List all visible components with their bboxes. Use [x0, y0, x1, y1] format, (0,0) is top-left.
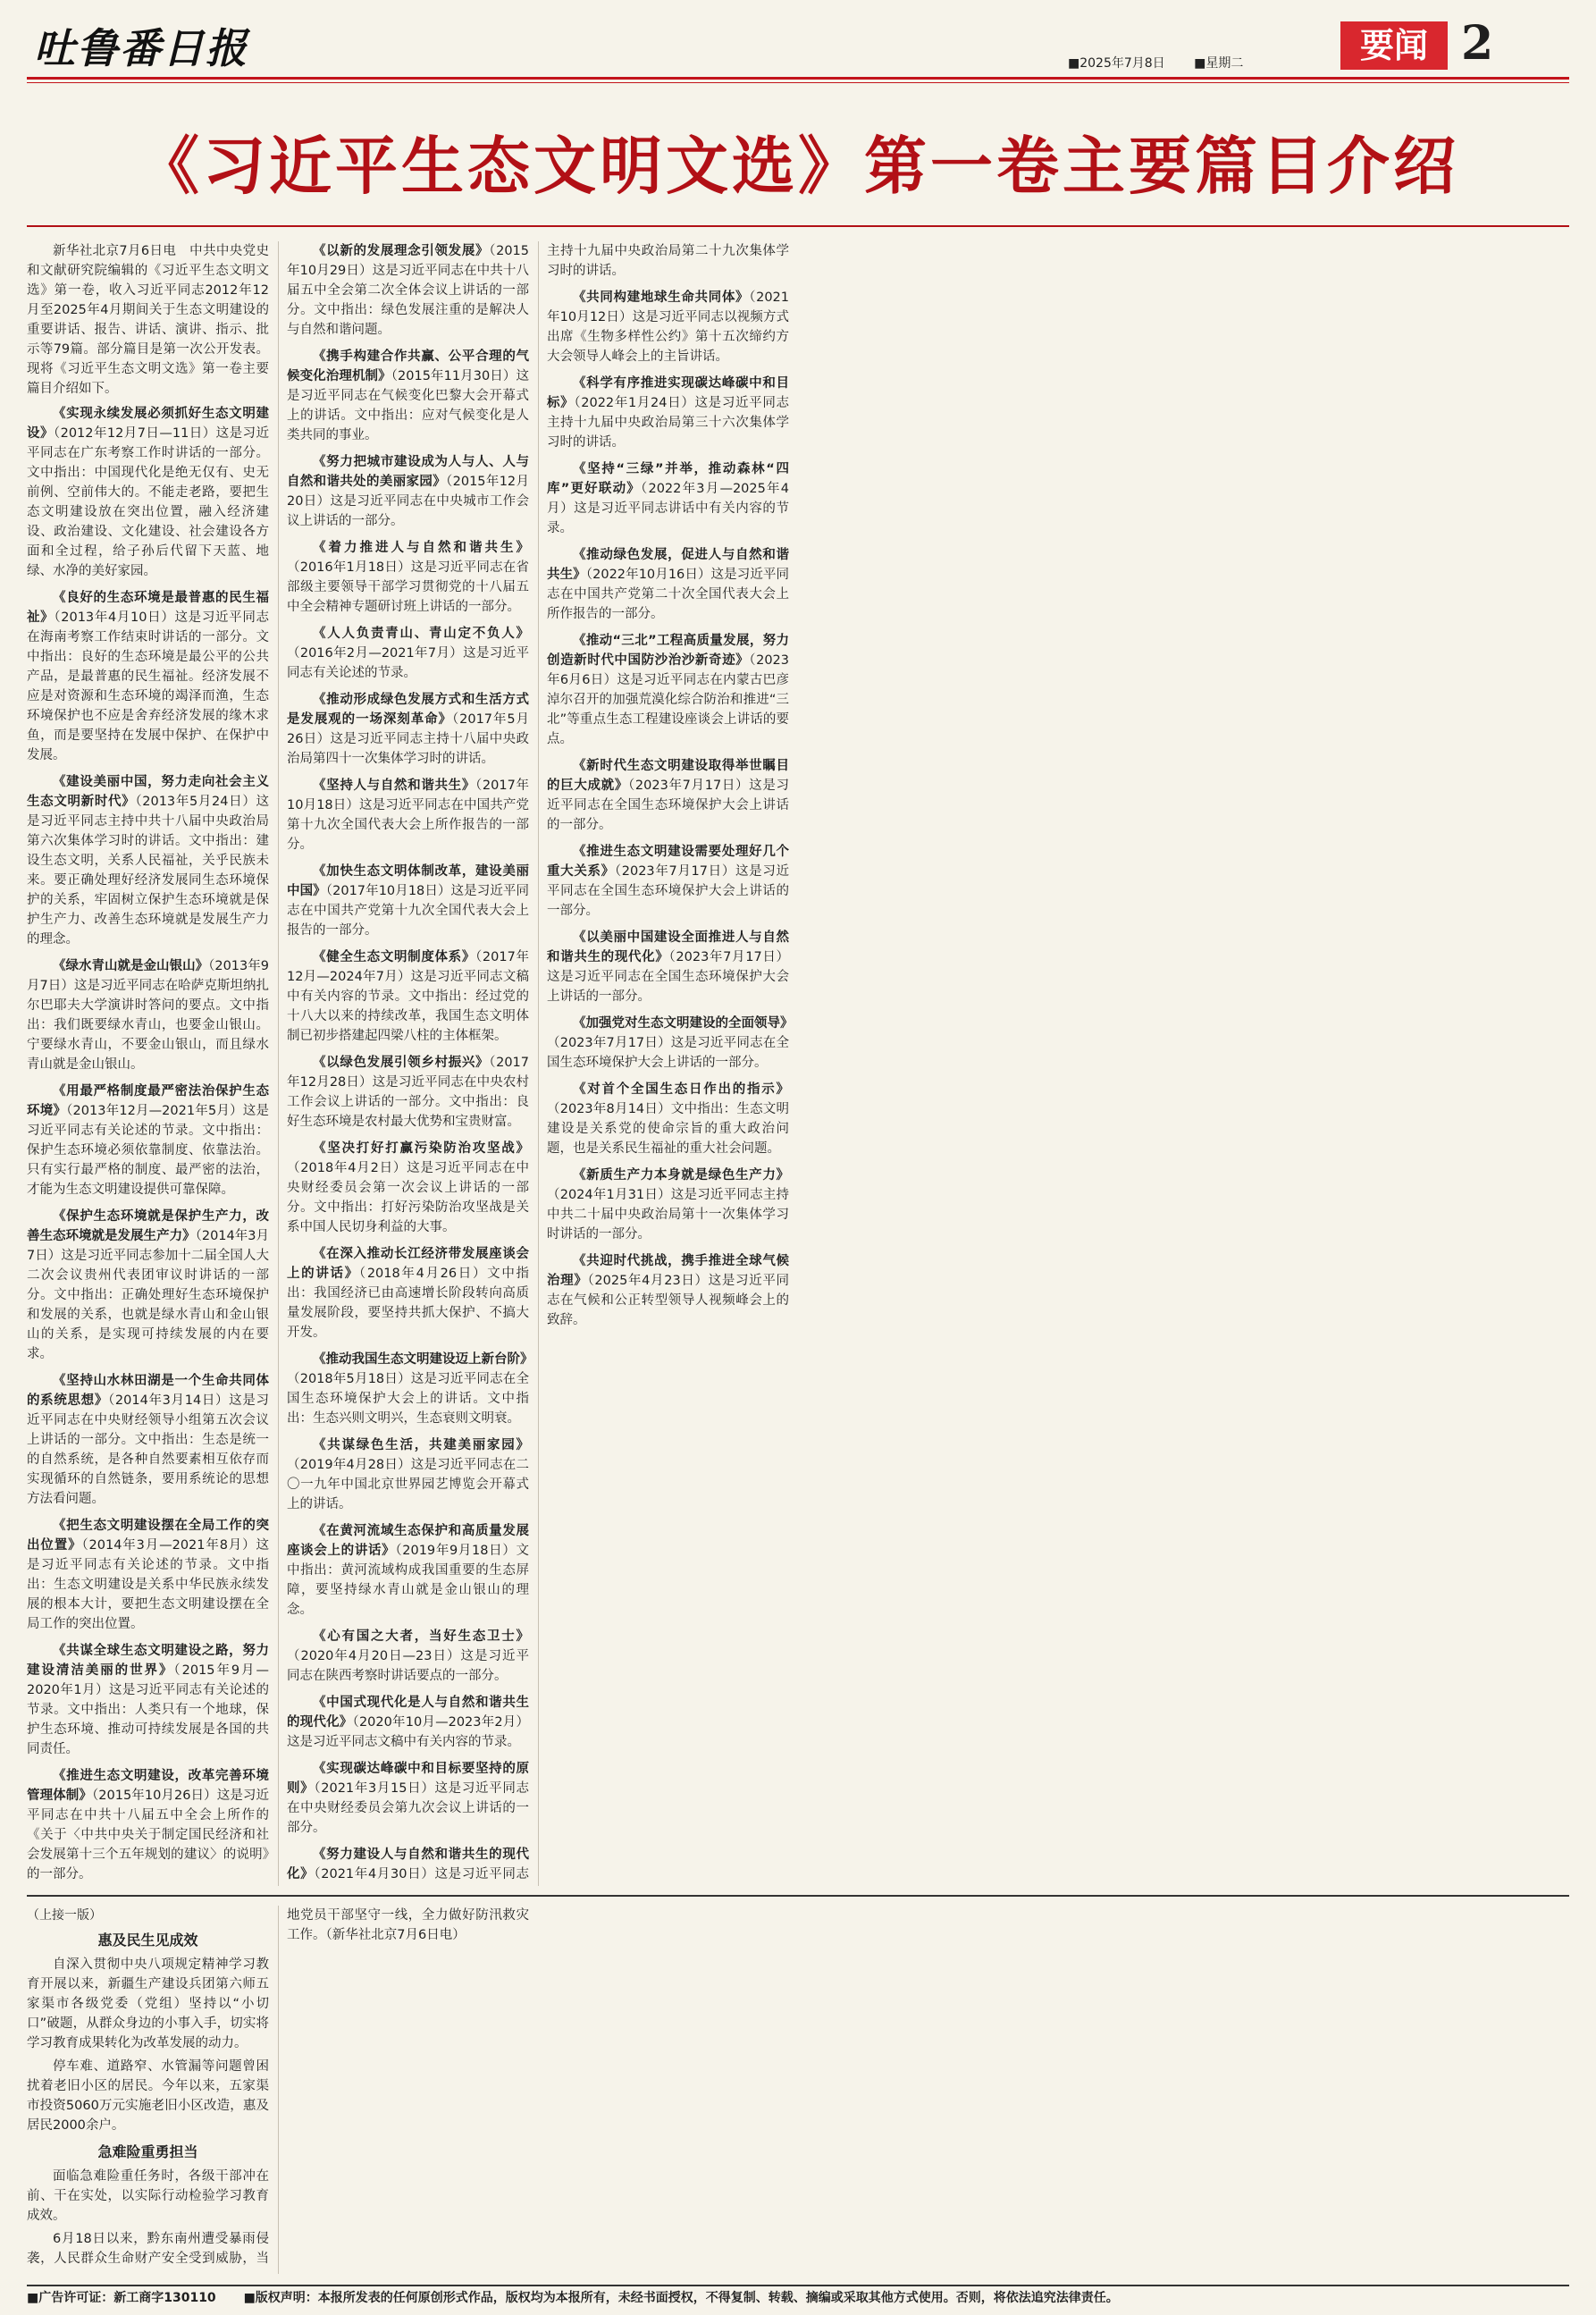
entry-title: 《努力建设人与自然和谐共生的现代化》: [287, 1848, 529, 1881]
entry-body: （2017年10月18日）这是习近平同志在中国共产党第十九次全国代表大会上报告的一部分。: [287, 884, 530, 938]
article-entry: [547, 459, 789, 538]
article-lead: 新华社北京7月6日电 中共中央党史和文献研究院编辑的《习近平生态文明文选》第一卷，收入习近平同志2012年12月至2025年4月期间关于生态文明建设的重要讲话、报告、讲话、演讲、指示、批示等79篇。部分篇目是第一次公开发表。现将《习近平生态文明文选》第一卷主要篇目介绍如下。: [27, 244, 269, 396]
masthead-rule-thin: [27, 82, 1569, 83]
article-entry: [287, 538, 529, 617]
entry-title: 《用最严格制度最严密法治保护生态环境》: [27, 1084, 269, 1118]
entry-title: 《推动“三北”工程高质量发展，努力创造新时代中国防沙治沙新奇迹》: [547, 634, 789, 668]
article-entry: [27, 1082, 269, 1200]
entry-title: 《在深入推动长江经济带发展座谈会上的讲话》: [287, 1247, 529, 1281]
entry-body: （2021年3月15日）这是习近平同志在中央财经委员会第九次会议上讲话的一部分。: [287, 1781, 530, 1835]
entry-title: 《中国式现代化是人与自然和谐共生的现代化》: [287, 1696, 529, 1730]
entry-body: （2018年4月26日）文中指出：我国经济已由高速增长阶段转向高质量发展阶段，要坚持共抓大保护、不搞大开发。: [287, 1267, 529, 1340]
entry-body: （2024年1月31日）这是习近平同志主持中共二十届中央政治局第十一次集体学习时讲话的一部分。: [547, 1188, 789, 1242]
continued-label: （上接一版）: [27, 1908, 102, 1923]
issue-weekday: ■星期二: [1194, 56, 1244, 71]
story-subhead-2: 急难险重勇担当: [97, 2143, 198, 2160]
article-entry: [27, 956, 269, 1074]
article-entry: [287, 1759, 529, 1838]
article-entry: [547, 1251, 789, 1330]
entry-body: （2018年5月18日）这是习近平同志在全国生态环境保护大会上的讲话。文中指出：生态兴则文明兴，生态衰则文明衰。: [287, 1372, 529, 1426]
article-entry: [27, 1766, 269, 1884]
entry-body: （2014年3月7日）这是习近平同志参加十二届全国人大二次会议贵州代表团审议时讲话的一部分。文中指出：正确处理好生态环境保护和发展的关系，也就是绿水青山和金山银山的关系，是实现可持续发展的内在要求。: [27, 1229, 269, 1361]
headline-rule: [27, 225, 1569, 227]
entry-body: （2022年1月24日）这是习近平同志主持十九届中央政治局第三十六次集体学习时的讲话。: [547, 396, 790, 450]
entry-body: （2013年12月—2021年5月）这是习近平同志有关论述的节录。文中指出：保护生态环境必须依靠制度、依靠法治。只有实行最严格的制度、最严密的法治，才能为生态文明建设提供可靠保障。: [27, 1104, 269, 1197]
entry-title: 《在黄河流域生态保护和高质量发展座谈会上的讲话》: [287, 1524, 529, 1558]
article-columns: [27, 241, 1569, 1886]
masthead: [27, 16, 1569, 70]
article-entry: [27, 1641, 269, 1759]
entry-title: 《新时代生态文明建设取得举世瞩目的巨大成就》: [547, 759, 789, 793]
entry-title: 《对首个全国生态日作出的指示》: [573, 1082, 789, 1097]
entry-title: 《共同构建地球生命共同体》: [573, 290, 750, 305]
entry-title: 《良好的生态环境是最普惠的民生福祉》: [27, 591, 269, 625]
article-entry: [287, 947, 529, 1046]
entry-body: （2015年10月29日）这是习近平同志在中共十八届五中全会第二次全体会议上讲话的一部分。文中指出：绿色发展注重的是解决人与自然和谐问题。: [287, 244, 530, 337]
entry-title: 《以美丽中国建设全面推进人与自然和谐共生的现代化》: [547, 930, 789, 964]
entry-title: 《新质生产力本身就是绿色生产力》: [573, 1168, 789, 1183]
entry-title: 《着力推进人与自然和谐共生》: [313, 541, 529, 555]
article-entry: [547, 842, 789, 921]
entry-title: 《建设美丽中国，努力走向社会主义生态文明新时代》: [27, 775, 269, 809]
entry-title: 《加强党对生态文明建设的全面领导》: [573, 1016, 794, 1031]
article-entry: [547, 1080, 789, 1158]
entry-title: 《推动我国生态文明建设迈上新台阶》: [313, 1352, 533, 1367]
entry-body: （2017年12月28日）这是习近平同志在中央农村工作会议上讲话的一部分。文中指出：良好生态环境是农村最大优势和宝贵财富。: [287, 1056, 530, 1129]
entry-title: 《保护生态环境就是保护生产力，改善生态环境就是发展生产力》: [27, 1209, 269, 1243]
entry-title: 《携手构建合作共赢、公平合理的气候变化治理机制》: [287, 349, 529, 383]
entry-title: 《心有国之大者，当好生态卫士》: [313, 1629, 529, 1644]
entry-body: （2021年10月12日）这是习近平同志以视频方式出席《生物多样性公约》第十五次缔约方大会领导人峰会上的主旨讲话。: [547, 290, 790, 364]
copyright-notice: ■版权声明：本报所发表的任何原创形式作品，版权均为本报所有，未经书面授权，不得复制、转载、摘编或采取其他方式使用。否则，将依法追究法律责任。: [243, 2291, 1119, 2305]
entry-title: 《推进生态文明建设需要处理好几个重大关系》: [547, 845, 789, 879]
entry-title: 《实现永续发展必须抓好生态文明建设》: [27, 407, 269, 441]
entry-title: 《共谋绿色生活，共建美丽家园》: [313, 1438, 529, 1452]
entry-body: （2018年4月2日）这是习近平同志在中央财经委员会第一次会议上讲话的一部分。文中指出：打好污染防治攻坚战是关系中国人民切身利益的大事。: [287, 1161, 529, 1234]
issue-date: ■2025年7月8日: [1068, 56, 1165, 71]
main-article: [27, 241, 1569, 1886]
entry-body: （2023年7月17日）这是习近平同志在全国生态环境保护大会上讲话的一部分。: [547, 1036, 789, 1070]
story-paragraph: 6月18日以来，黔东南州遭受暴雨侵袭，人民群众生命财产安全受到威胁，当地党员干部坚守一线，全力做好防汛救灾工作。（新华社北京7月6日电）: [27, 1908, 529, 2266]
entry-body: （2015年10月26日）这是习近平同志在中共十八届五中全会上所作的《关于〈中共中央关于制定国民经济和社会发展第十三个五年规划的建议〉的说明》的一部分。: [27, 1789, 269, 1881]
article-entry: [547, 1014, 794, 1073]
entry-title: 《以新的发展理念引领发展》: [313, 244, 490, 258]
entry-body: （2023年8月14日）文中指出：生态文明建设是关系党的使命宗旨的重大政治问题，也是关系民生福祉的重大社会问题。: [547, 1102, 789, 1156]
article-entry: [547, 631, 789, 749]
entry-title: 《健全生态文明制度体系》: [313, 950, 476, 964]
story-paragraph: 自深入贯彻中央八项规定精神学习教育开展以来，新疆生产建设兵团第六师五家渠市各级党委（党组）坚持以“小切口”破题，从群众身边的小事入手，切实将学习教育成果转化为改革发展的动力。: [27, 1957, 269, 2050]
entry-body: （2014年3月14日）这是习近平同志在中央财经领导小组第五次会议上讲话的一部分。文中指出：生态是统一的自然系统，是各种自然要素相互依存而实现循环的自然链条，要用系统论的思想方法看问题。: [27, 1393, 270, 1506]
article-entry: [287, 1053, 529, 1132]
entry-body: （2023年7月17日）这是习近平同志在全国生态环境保护大会上讲话的一部分。: [547, 864, 790, 918]
entry-title: 《努力把城市建设成为人与人、人与自然和谐共处的美丽家园》: [287, 455, 529, 489]
entry-body: （2015年12月20日）这是习近平同志在中央城市工作会议上讲话的一部分。: [287, 475, 529, 528]
section-tag: 要闻: [1340, 21, 1448, 70]
article-entry: [287, 690, 529, 769]
article-entry: [287, 1693, 529, 1752]
entry-title: 《坚持“三绿”并举，推动森林“四库”更好联动》: [547, 462, 789, 496]
article-entry: [287, 452, 529, 531]
entry-title: 《实现碳达峰碳中和目标要坚持的原则》: [287, 1762, 529, 1796]
headline: 《习近平生态文明文选》第一卷主要篇目介绍: [137, 129, 1459, 203]
newspaper-logo: 吐鲁番日报: [34, 24, 248, 72]
article-entry: [547, 374, 789, 452]
entry-body: （2017年12月—2024年7月）这是习近平同志文稿中有关内容的节录。文中指出：经过党的十八大以来的持续改革，我国生态文明体制已初步搭建起四梁八柱的主体框架。: [287, 950, 530, 1043]
footer-bar: [27, 2285, 1569, 2310]
entry-body: （2020年10月—2023年2月）这是习近平同志文稿中有关内容的节录。: [287, 1715, 530, 1749]
entry-body: （2025年4月23日）这是习近平同志在气候和公正转型领导人视频峰会上的致辞。: [547, 1274, 790, 1327]
entry-title: 《坚持山水林田湖是一个生命共同体的系统思想》: [27, 1374, 269, 1408]
article-entry: [287, 1350, 533, 1428]
masthead-rule: [27, 77, 1569, 80]
entry-body: （2021年4月30日）这是习近平同志主持十九届中央政治局第二十九次集体学习时的讲话。: [314, 244, 789, 1881]
entry-body: （2016年2月—2021年7月）这是习近平同志有关论述的节录。: [287, 646, 529, 680]
entry-title: 《推动形成绿色发展方式和生活方式是发展观的一场深刻革命》: [287, 693, 529, 727]
entry-title: 《人人负责青山、青山定不负人》: [313, 627, 529, 641]
story-paragraph: 面临急难险重任务时，各级干部冲在前、干在实处，以实际行动检验学习教育成效。: [27, 2169, 269, 2223]
entry-body: （2023年7月17日）这是习近平同志在全国生态环境保护大会上讲话的一部分。: [547, 950, 790, 1004]
article-entry: [287, 1627, 529, 1686]
article-entry: [287, 1521, 529, 1620]
article-entry: [287, 1139, 529, 1237]
entry-body: （2014年3月—2021年8月）这是习近平同志有关论述的节录。文中指出：生态文明建设是关系中华民族永续发展的根本大计，要把生态文明建设摆在全局工作的突出位置。: [27, 1538, 270, 1631]
issue-meta: [1068, 54, 1268, 72]
article-entry: [287, 241, 529, 340]
entry-title: 《加快生态文明体制改革，建设美丽中国》: [287, 864, 529, 898]
entry-body: （2013年9月7日）这是习近平同志在哈萨克斯坦纳扎尔巴耶夫大学演讲时答问的要点。文中指出：我们既要绿水青山，也要金山银山。宁要绿水青山，不要金山银山，而且绿水青山就是金山银山。: [27, 959, 269, 1072]
article-entry: [547, 928, 789, 1006]
article-entry: [547, 545, 789, 624]
story-subhead-1: 惠及民生见成效: [97, 1932, 198, 1949]
entry-body: （2012年12月7日—11日）这是习近平同志在广东考察工作时讲话的一部分。文中指出：中国现代化是绝无仅有、史无前例、空前伟大的。不能走老路，要把生态文明建设放在突出位置，融入经济建设、政治建设、文化建设、社会建设各方面和全过程，给子孙后代留下天蓝、地绿、水净的美好家园。: [27, 426, 270, 578]
article-entry: [287, 776, 529, 854]
article-entry: [27, 404, 269, 581]
story-paragraph: 停车难、道路窄、水管漏等问题曾困扰着老旧小区的居民。今年以来，五家渠市投资5060万元实施老旧小区改造，惠及居民2000余户。: [27, 2059, 269, 2133]
entry-body: （2019年9月18日）文中指出：黄河流域构成我国重要的生态屏障，要坚持绿水青山就是金山银山的理念。: [287, 1544, 530, 1617]
entry-body: （2016年1月18日）这是习近平同志在省部级主要领导干部学习贯彻党的十八届五中全会精神专题研讨班上讲话的一部分。: [287, 560, 529, 614]
entry-title: 《坚决打好打赢污染防治攻坚战》: [313, 1141, 529, 1156]
lower-section: [27, 1906, 1569, 2274]
entry-title: 《共谋全球生态文明建设之路，努力建设清洁美丽的世界》: [27, 1644, 269, 1678]
entry-body: （2022年10月16日）这是习近平同志在中国共产党第二十次全国代表大会上所作报告的一部分。: [547, 568, 790, 621]
ad-license: ■广告许可证：新工商字130110: [27, 2291, 216, 2305]
entry-title: 《绿水青山就是金山银山》: [53, 959, 209, 973]
entry-body: （2017年5月26日）这是习近平同志主持十八届中央政治局第四十一次集体学习时的讲话。: [287, 712, 529, 766]
lower-columns: [27, 1906, 1569, 2274]
entry-title: 《推进生态文明建设，改革完善环境管理体制》: [27, 1769, 269, 1803]
article-entry: [287, 347, 529, 445]
article-entry: [27, 1371, 269, 1509]
entry-body: （2019年4月28日）这是习近平同志在二〇一九年中国北京世界园艺博览会开幕式上的讲话。: [287, 1458, 529, 1511]
article-entry: [547, 756, 789, 835]
entry-title: 《坚持人与自然和谐共生》: [313, 779, 476, 793]
entry-title: 《科学有序推进实现碳达峰碳中和目标》: [547, 376, 789, 410]
article-entry: [27, 1207, 269, 1364]
entry-body: （2017年10月18日）这是习近平同志在中国共产党第十九次全国代表大会上所作报告的一部分。: [287, 779, 530, 852]
article-entry: [287, 624, 529, 683]
entry-body: （2013年4月10日）这是习近平同志在海南考察工作结束时讲话的一部分。文中指出：良好的生态环境是最公平的公共产品，是最普惠的民生福祉。经济发展不应是对资源和生态环境的竭泽而渔，生态环境保护也不应是舍弃经济发展的缘木求鱼，而是要坚持在发展中保护、在保护中发展。: [27, 610, 270, 762]
entry-body: （2023年6月6日）这是习近平同志在内蒙古巴彦淖尔召开的加强荒漠化综合防治和推进“三北”等重点生态工程建设座谈会上讲话的要点。: [547, 653, 790, 746]
article-entry: [287, 1244, 529, 1343]
entry-body: （2022年3月—2025年4月）这是习近平同志讲话中有关内容的节录。: [547, 482, 789, 535]
entry-body: （2023年7月17日）这是习近平同志在全国生态环境保护大会上讲话的一部分。: [547, 779, 790, 832]
article-entry: [27, 588, 269, 765]
article-entry: [27, 772, 269, 949]
entry-body: （2013年5月24日）这是习近平同志主持中共十八届中央政治局第六次集体学习时的讲话。文中指出：建设生态文明，关系人民福祉，关乎民族未来。要正确处理好经济发展同生态环境保护的关系，牢固树立保护生态环境就是保护生产力、改善生态环境就是发展生产力的理念。: [27, 795, 270, 947]
entry-title: 《以绿色发展引领乡村振兴》: [313, 1056, 490, 1070]
lower-separator: [27, 1895, 1569, 1897]
article-entry: [287, 1435, 529, 1514]
entry-title: 《共迎时代挑战，携手推进全球气候治理》: [547, 1254, 789, 1288]
article-entry: [547, 288, 789, 366]
article-entry: [287, 862, 529, 940]
page-number: 2: [1461, 16, 1494, 71]
entry-body: （2015年9月—2020年1月）这是习近平同志有关论述的节录。文中指出：人类只有一个地球，保护生态环境、推动可持续发展是各国的共同责任。: [27, 1663, 269, 1756]
article-entry: [547, 1166, 789, 1244]
entry-body: （2020年4月20日—23日）这是习近平同志在陕西考察时讲话要点的一部分。: [287, 1649, 529, 1683]
entry-title: 《推动绿色发展，促进人与自然和谐共生》: [547, 548, 789, 582]
entry-title: 《把生态文明建设摆在全局工作的突出位置》: [27, 1519, 269, 1553]
entry-body: （2015年11月30日）这是习近平同志在气候变化巴黎大会开幕式上的讲话。文中指出：应对气候变化是人类共同的事业。: [287, 369, 529, 442]
article-entry: [27, 1516, 269, 1634]
